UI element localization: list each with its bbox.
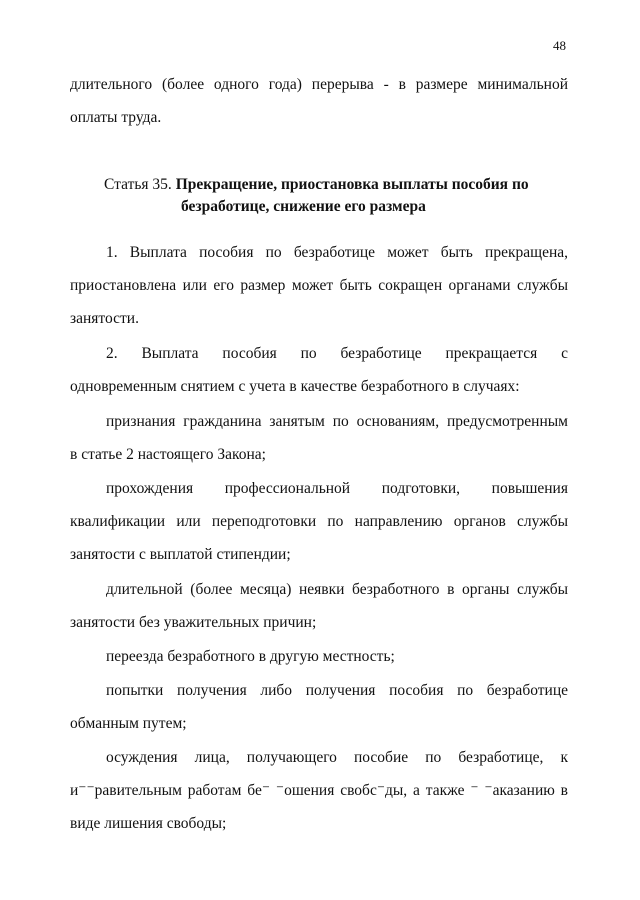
article-title: Прекращение, приостановка выплаты пособия по bbox=[175, 176, 529, 193]
clause-5 bbox=[70, 674, 568, 740]
text-line: и⁻⁻равительным работам бе⁻ ⁻ошения свобс⁻ды, а также ⁻ ⁻аказанию в bbox=[70, 782, 568, 799]
text-line: переезда безработного в другую местность; bbox=[106, 648, 395, 665]
article-label: Статья 35. bbox=[104, 176, 172, 193]
text-line: 2. Выплата пособия по безработице прекращается с bbox=[106, 345, 568, 362]
article-heading bbox=[104, 174, 529, 218]
text-line: 1. Выплата пособия по безработице может быть прекращена, bbox=[106, 244, 568, 261]
clause-1 bbox=[70, 405, 568, 471]
text-line: приостановлена или его размер может быть сокращен органами службы bbox=[70, 277, 568, 294]
paragraph-1 bbox=[70, 236, 568, 335]
clause-3 bbox=[70, 573, 568, 639]
text-line: виде лишения свободы; bbox=[70, 815, 227, 832]
text-line: длительного (более одного года) перерыва - в размере минимальной bbox=[70, 76, 568, 93]
text-line: обманным путем; bbox=[70, 715, 187, 732]
text-line: квалификации или переподготовки по направлению органов службы bbox=[70, 513, 568, 530]
text-line: длительной (более месяца) неявки безработного в органы службы bbox=[106, 581, 568, 598]
text-line: осуждения лица, получающего пособие по безработице, к bbox=[106, 749, 568, 766]
text-line: попытки получения либо получения пособия по безработице bbox=[106, 682, 568, 699]
text-line: признания гражданина занятым по основаниям, предусмотренным bbox=[106, 413, 568, 430]
text-line: оплаты труда. bbox=[70, 109, 162, 126]
clause-2 bbox=[70, 472, 568, 571]
clause-6 bbox=[70, 741, 568, 840]
text-line: занятости без уважительных причин; bbox=[70, 614, 317, 631]
clause-4 bbox=[70, 640, 568, 673]
text-line: в статье 2 настоящего Закона; bbox=[70, 446, 266, 463]
text-line: одновременным снятием с учета в качестве безработного в случаях: bbox=[70, 378, 520, 395]
page-number: 48 bbox=[553, 38, 566, 53]
article-title-continued: безработице, снижение его размера bbox=[181, 198, 426, 215]
text-line: занятости. bbox=[70, 310, 139, 327]
paragraph-2 bbox=[70, 337, 568, 403]
text-line: прохождения профессиональной подготовки, повышения bbox=[106, 480, 568, 497]
text-line: занятости с выплатой стипендии; bbox=[70, 546, 291, 563]
paragraph-continuation bbox=[70, 68, 568, 134]
